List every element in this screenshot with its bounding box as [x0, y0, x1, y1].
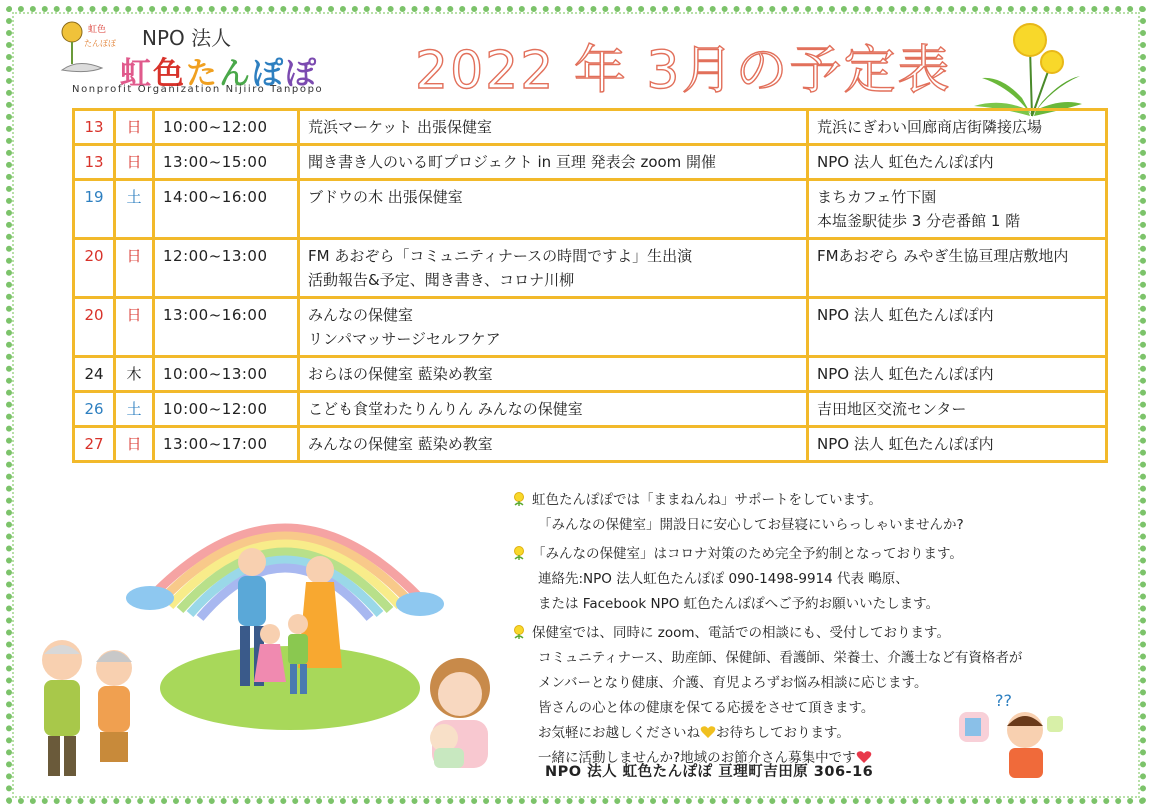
schedule-event-line: リンパマッサージセルフケア: [308, 330, 501, 348]
schedule-weekday: 木: [115, 357, 154, 392]
schedule-row: [74, 110, 1107, 145]
schedule-event-line: こども食堂わたりんりん みんなの保健室: [308, 400, 583, 418]
schedule-day: 13: [74, 110, 115, 145]
schedule-time: 14:00~16:00: [154, 180, 299, 239]
schedule-day: 19: [74, 180, 115, 239]
schedule-time: 10:00~13:00: [154, 357, 299, 392]
yellow-heart-icon: [700, 725, 716, 739]
schedule-time: 10:00~12:00: [154, 392, 299, 427]
schedule-place: [808, 110, 1107, 145]
schedule-weekday: 土: [115, 180, 154, 239]
note-paragraph: [512, 621, 1032, 771]
schedule-event: [299, 298, 808, 357]
schedule-day: 26: [74, 392, 115, 427]
schedule-time: 13:00~16:00: [154, 298, 299, 357]
note-line: [512, 513, 1032, 538]
schedule-event-line: 活動報告&予定、聞き書き、コロナ川柳: [308, 271, 575, 289]
schedule-place-line: FMあおぞら みやぎ生協亘理店敷地内: [817, 247, 1069, 265]
schedule-place: [808, 180, 1107, 239]
schedule-time: 13:00~15:00: [154, 145, 299, 180]
schedule-place-line: 吉田地区交流センター: [817, 400, 967, 418]
dandelion-logo-icon: [58, 18, 116, 78]
note-paragraph: [512, 488, 1032, 538]
schedule-place-line: NPO 法人 虹色たんぽぽ内: [817, 153, 994, 171]
schedule-event: [299, 145, 808, 180]
schedule-place: [808, 239, 1107, 298]
note-text: 皆さんの心と体の健康を保てる応援をさせて頂きます。: [538, 700, 875, 716]
note-text: メンバーとなり健康、介護、育児よろずお悩み相談に応じます。: [538, 675, 928, 691]
page-title: 2022 年 3月の予定表: [415, 41, 952, 101]
schedule-event-line: おらほの保健室 藍染め教室: [308, 365, 493, 383]
schedule-place-line: 荒浜にぎわい回廊商店街隣接広場: [817, 118, 1043, 136]
schedule-event: [299, 427, 808, 462]
schedule-event: [299, 110, 808, 145]
schedule-place-line: NPO 法人 虹色たんぽぽ内: [817, 306, 994, 324]
schedule-time: 13:00~17:00: [154, 427, 299, 462]
dandelion-bullet-icon: [512, 625, 526, 639]
schedule-weekday: 日: [115, 110, 154, 145]
schedule-weekday: 日: [115, 239, 154, 298]
schedule-event: [299, 357, 808, 392]
schedule-day: 13: [74, 145, 115, 180]
note-line: [512, 542, 1032, 567]
notes-section: [512, 488, 1032, 775]
schedule-place-line: まちカフェ竹下園: [817, 188, 937, 206]
schedule-day: 20: [74, 239, 115, 298]
schedule-row: [74, 427, 1107, 462]
dandelion-icon: [972, 18, 1084, 118]
note-text: または Facebook NPO 虹色たんぽぽへご予約お願いいたします。: [538, 596, 940, 612]
schedule-event: [299, 180, 808, 239]
logo-badge-line2: たんぽぽ: [84, 39, 116, 48]
schedule-weekday: 日: [115, 145, 154, 180]
schedule-weekday: 日: [115, 298, 154, 357]
note-text: 保健室では、同時に zoom、電話での相談にも、受付しております。: [532, 625, 950, 641]
schedule-row: [74, 239, 1107, 298]
schedule-place: [808, 298, 1107, 357]
note-text: 一緒に活動しませんか?地域のお節介さん募集中です: [538, 750, 856, 766]
grandparents-illustration: [22, 620, 152, 780]
note-text: コミュニティナース、助産師、保健師、看護師、栄養士、介護士など有資格者が: [538, 650, 1023, 666]
logo-badge-line1: 虹色: [88, 25, 107, 35]
schedule-place-line: NPO 法人 虹色たんぽぽ内: [817, 435, 994, 453]
svg-text:??: ??: [995, 691, 1012, 710]
schedule-event-line: FM あおぞら「コミュニティナースの時間ですよ」生出演: [308, 247, 693, 265]
schedule-row: [74, 145, 1107, 180]
logo-char-5: ぽ: [252, 56, 285, 92]
note-line: [512, 567, 1032, 592]
logo-char-3: た: [186, 56, 219, 92]
schedule-event: [299, 239, 808, 298]
rainbow-family-illustration: [120, 478, 450, 728]
schedule-day: 27: [74, 427, 115, 462]
note-paragraph: [512, 542, 1032, 617]
schedule-event: [299, 392, 808, 427]
schedule-time: 12:00~13:00: [154, 239, 299, 298]
note-text: 連絡先:NPO 法人虹色たんぽぽ 090-1498-9914 代表 鴫原、: [538, 571, 909, 587]
note-line: [512, 646, 1032, 671]
note-line: [512, 592, 1032, 617]
schedule-time: 10:00~12:00: [154, 110, 299, 145]
schedule-event-line: みんなの保健室 藍染め教室: [308, 435, 493, 453]
note-line: [512, 621, 1032, 646]
schedule-table: [72, 108, 1108, 463]
schedule-row: [74, 298, 1107, 357]
note-text: お気軽にお越しくださいね: [538, 725, 700, 741]
schedule-place: [808, 357, 1107, 392]
note-text: 虹色たんぽぽでは「ままねんね」サポートをしています。: [532, 492, 882, 508]
dandelion-bullet-icon: [512, 546, 526, 560]
schedule-place-line: NPO 法人 虹色たんぽぽ内: [817, 365, 994, 383]
logo-npo-label: NPO 法人: [142, 26, 232, 50]
logo-char-6: ぽ: [285, 56, 318, 92]
dandelion-bullet-icon: [512, 492, 526, 506]
logo-char-4: ん: [219, 56, 252, 92]
schedule-day: 24: [74, 357, 115, 392]
mother-baby-illustration: [410, 650, 510, 770]
note-line: [512, 671, 1032, 696]
schedule-weekday: 土: [115, 392, 154, 427]
schedule-event-line: 聞き書き人のいる町プロジェクト in 亘理 発表会 zoom 開催: [308, 153, 717, 171]
logo-char-1: 虹: [120, 56, 153, 92]
note-line: [512, 696, 1032, 721]
schedule-row: [74, 180, 1107, 239]
schedule-row: [74, 357, 1107, 392]
schedule-row: [74, 392, 1107, 427]
note-line: [512, 721, 1032, 746]
schedule-day: 20: [74, 298, 115, 357]
schedule-place-line: 本塩釜駅徒歩 3 分壱番館 1 階: [817, 212, 1021, 230]
footer-address: NPO 法人 虹色たんぽぽ 亘理町吉田原 306-16: [545, 764, 874, 780]
logo-char-2: 色: [153, 56, 186, 92]
schedule-event-line: みんなの保健室: [308, 306, 414, 324]
schedule-place: [808, 145, 1107, 180]
schedule-event-line: 荒浜マーケット 出張保健室: [308, 118, 493, 136]
note-text: 「みんなの保健室」はコロナ対策のため完全予約制となっております。: [532, 546, 963, 562]
schedule-weekday: 日: [115, 427, 154, 462]
logo-subtitle: Nonprofit Organization Nijiiro Tanpopo: [72, 84, 324, 95]
schedule-event-line: ブドウの木 出張保健室: [308, 188, 463, 206]
note-text: お待ちしております。: [716, 725, 850, 741]
schedule-place: [808, 392, 1107, 427]
schedule-place: [808, 427, 1107, 462]
note-line: [512, 488, 1032, 513]
logo: [58, 18, 388, 102]
note-text: 「みんなの保健室」開設日に安心してお昼寝にいらっしゃいませんか?: [538, 517, 964, 533]
